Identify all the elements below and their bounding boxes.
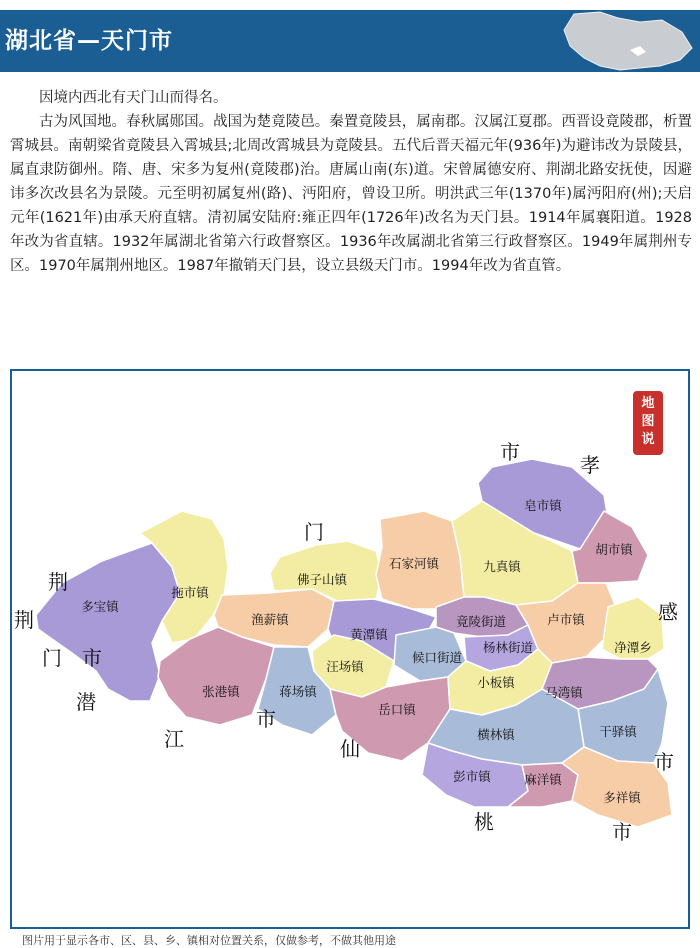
page-title: 湖北省—天门市 — [5, 28, 173, 54]
town-label: 多宝镇 — [81, 599, 119, 614]
town-label: 石家河镇 — [388, 556, 440, 571]
town-label: 张港镇 — [202, 684, 240, 699]
town-label: 岳口镇 — [378, 702, 416, 717]
town-label: 汪场镇 — [326, 659, 364, 674]
seal-char-2: 图 — [641, 414, 655, 429]
town-label: 胡市镇 — [595, 542, 633, 557]
town-label: 九真镇 — [483, 559, 521, 574]
town-label: 杨林街道 — [482, 640, 534, 655]
neighbor-label: 荆 — [48, 570, 68, 594]
neighbor-label: 市 — [612, 820, 632, 844]
town-label: 麻洋镇 — [524, 772, 562, 787]
town-label: 佛子山镇 — [296, 572, 348, 587]
map-caption: 图片用于显示各市、区、县、乡、镇相对位置关系，仅做参考，不做其他用途 — [22, 934, 396, 947]
neighbor-label: 市 — [654, 750, 674, 774]
town-label: 竟陵街道 — [455, 614, 507, 629]
town-label: 彭市镇 — [453, 769, 491, 784]
town-label: 蒋场镇 — [279, 684, 317, 699]
map-seal-stamp — [633, 391, 663, 455]
neighbor-label: 荆 — [14, 608, 34, 632]
town-label: 卢市镇 — [547, 612, 585, 627]
town-label: 马湾镇 — [545, 685, 583, 700]
hubei-locator-map-icon — [560, 10, 700, 72]
neighbor-label: 孝 — [580, 453, 600, 477]
neighbor-label: 江 — [164, 727, 184, 751]
title-banner — [0, 10, 700, 72]
map-frame — [10, 369, 690, 929]
seal-char-1: 地 — [641, 396, 655, 411]
town-label: 渔薪镇 — [251, 612, 289, 627]
neighbor-label: 仙 — [340, 737, 360, 761]
seal-char-3: 说 — [641, 432, 655, 447]
town-label: 候口街道 — [411, 650, 463, 665]
town-label: 黄潭镇 — [350, 627, 388, 642]
history-text — [10, 86, 692, 278]
neighbor-label: 潜 — [76, 690, 96, 714]
intro-paragraph: 因境内西北有天门山而得名。 — [39, 90, 228, 106]
town-label: 横林镇 — [477, 727, 515, 742]
neighbor-label: 桃 — [474, 810, 494, 834]
neighbor-label: 门 — [42, 646, 62, 670]
town-label: 干驿镇 — [599, 724, 637, 739]
town-label: 皂市镇 — [524, 498, 562, 513]
town-label: 净潭乡 — [614, 640, 652, 655]
town-label: 多祥镇 — [603, 790, 641, 805]
neighbor-label: 感 — [658, 600, 678, 624]
town-label: 小板镇 — [477, 675, 515, 690]
neighbor-label: 门 — [304, 520, 324, 544]
neighbor-label: 市 — [82, 646, 102, 670]
neighbor-label: 市 — [500, 440, 520, 464]
tianmen-map — [12, 371, 688, 927]
neighbor-label: 市 — [256, 707, 276, 731]
history-paragraph: 古为风国地。春秋属郧国。战国为楚竟陵邑。秦置竟陵县，属南郡。汉属江夏郡。西晋设竟陵郡，析置霄城县。南朝梁省竟陵县入霄城县;北周改霄城县为竟陵县。五代后晋天福元年(936年)为避讳改为景陵县，属直隶防御州。隋、唐、宋多为复州(竟陵郡)治。唐属山南(东)道。宋曾属德安府、荆湖北路安抚使，因避讳多次改县名为景陵。元至明初属复州(路)、沔阳府，曾设卫所。明洪武三年(1370年)属沔阳府(州);天启元年(1621年)由承天府直辖。清初属安陆府:雍正四年(1726年)改名为天门县。1914年属襄阳道。1928年改为省直辖。1932年属湖北省第六行政督察区。1936年改属湖北省第三行政督察区。1949年属荆州专区。1970年属荆州地区。1987年撤销天门县，设立县级天门市。1994年改为省直管。 — [10, 114, 692, 274]
town-label: 拖市镇 — [171, 585, 209, 600]
